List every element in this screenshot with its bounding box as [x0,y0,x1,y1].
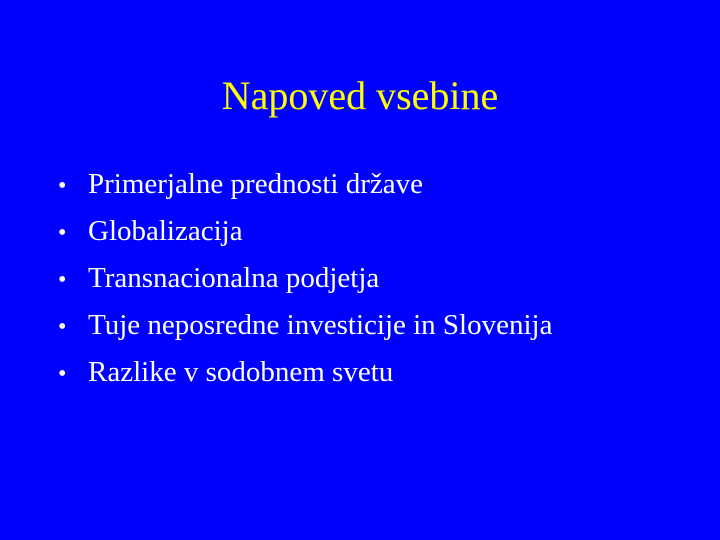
list-item-label: Tuje neposredne investicije in Slovenija [88,309,553,341]
list-item [58,258,552,305]
bullet-icon: • [58,314,67,340]
list-item-label: Razlike v sodobnem svetu [88,356,394,388]
bullet-list [58,164,552,399]
list-item [58,305,552,352]
bullet-icon: • [58,173,67,199]
list-item-label: Primerjalne prednosti države [88,168,423,200]
list-item-label: Transnacionalna podjetja [88,262,380,294]
list-item [58,352,552,399]
list-item [58,211,552,258]
bullet-icon: • [58,361,67,387]
list-item-label: Globalizacija [88,215,243,247]
bullet-icon: • [58,267,67,293]
list-item [58,164,552,211]
slide-title: Napoved vsebine [221,73,499,118]
bullet-icon: • [58,220,67,246]
